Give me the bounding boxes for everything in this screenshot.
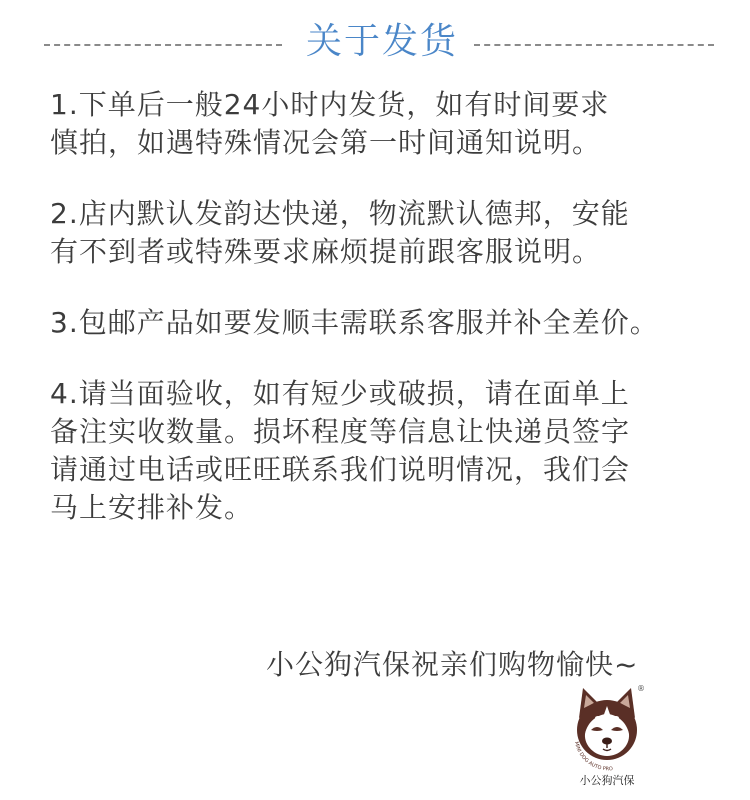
logo-ring-text: MINI DOG AUTO PRO	[572, 741, 614, 773]
note-paragraph-2	[50, 195, 740, 271]
note-line: 备注实收数量。损坏程度等信息让快递员签字	[50, 415, 631, 448]
shipping-notes	[50, 86, 740, 560]
note-paragraph-1	[50, 86, 740, 162]
note-line: 4.请当面验收，如有短少或破损，请在面单上	[50, 377, 630, 410]
registered-mark: ®	[637, 684, 645, 693]
note-line: 马上安排补发。	[50, 491, 254, 524]
husky-dog-logo-icon	[565, 684, 649, 774]
logo-brand-name: 小公狗汽保	[579, 774, 635, 787]
brand-logo	[565, 684, 649, 794]
page-title: 关于发货	[305, 21, 458, 62]
note-line: 请通过电话或旺旺联系我们说明情况，我们会	[50, 453, 631, 486]
note-paragraph-3	[50, 304, 740, 342]
note-line: 有不到者或特殊要求麻烦提前跟客服说明。	[50, 235, 602, 268]
note-paragraph-4	[50, 375, 740, 527]
note-line: 2.店内默认发韵达快递，物流默认德邦，安能	[50, 197, 630, 230]
note-line: 1.下单后一般24小时内发货，如有时间要求	[50, 88, 610, 121]
dashed-divider-left	[44, 44, 282, 46]
section-header	[44, 14, 714, 70]
closing-greeting: 小公狗汽保祝亲们购物愉快~	[266, 648, 639, 681]
note-line: 3.包邮产品如要发顺丰需联系客服并补全差价。	[50, 306, 659, 339]
note-line: 慎拍，如遇特殊情况会第一时间通知说明。	[50, 126, 602, 159]
dashed-divider-right	[474, 44, 714, 46]
